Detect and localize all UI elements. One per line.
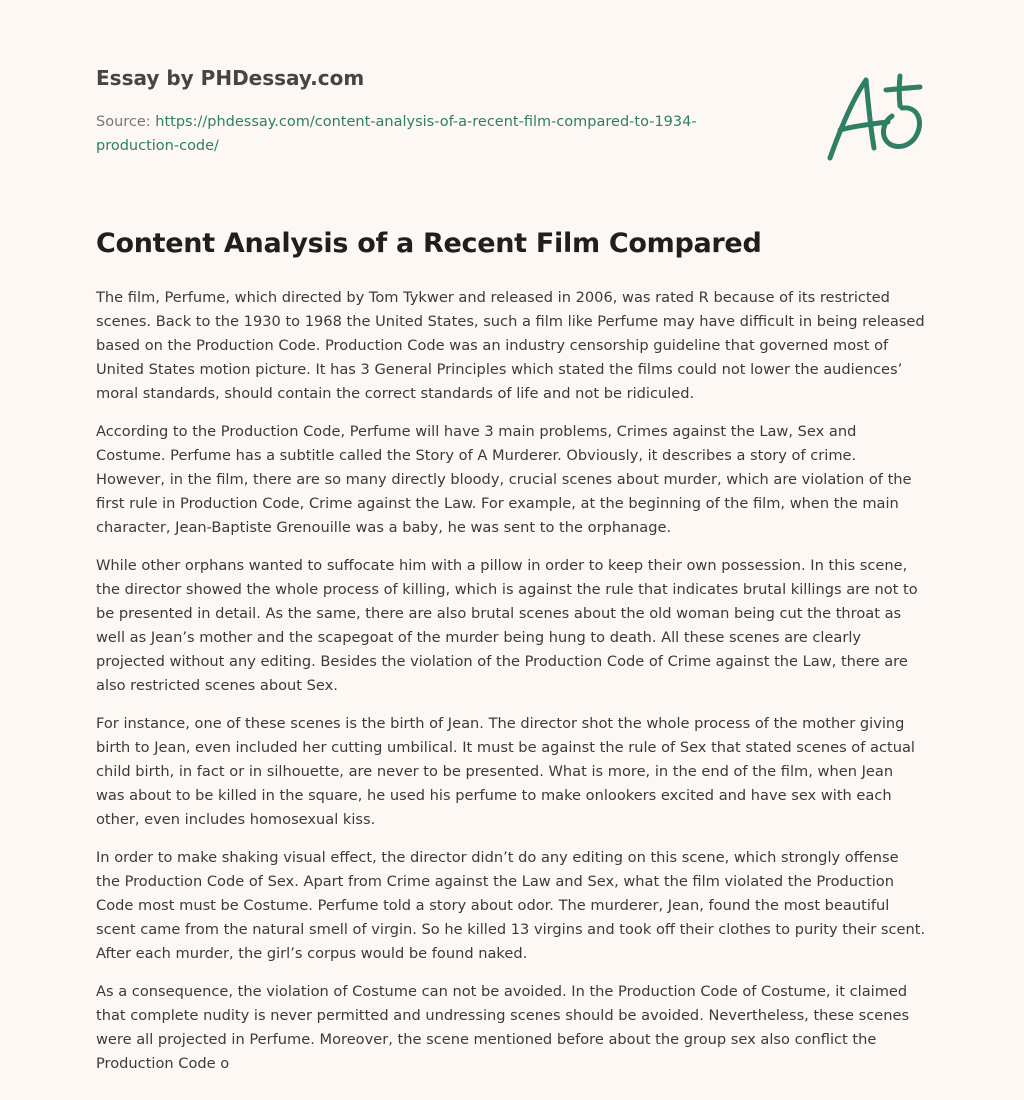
essay-paragraph: According to the Production Code, Perfume will have 3 main problems, Crimes against the Law, Sex and Costume. Perfume has a subtitle called the Story of A Murderer. Obviously, it describes a story of crime. However, in the film, there are so many directly bloody, crucial scenes about murder, which are violation of the first rule in Production Code, Crime against the Law. For example, at the beginning of the film, when the main character, Jean-Baptiste Grenouille was a baby, he was sent to the orphanage.: [96, 423, 912, 536]
source-link[interactable]: https://phdessay.com/content-analysis-of-a-recent-film-compared-to-1934-production-code/: [96, 114, 697, 154]
a-plus-icon: [822, 70, 928, 162]
page-header: [96, 64, 756, 158]
source-label: Source:: [96, 114, 156, 130]
essay-paragraph: While other orphans wanted to suffocate him with a pillow in order to keep their own possession. In this scene, the director showed the whole process of killing, which is against the rule that indicates brutal killings are not to be presented in detail. As the same, there are also brutal scenes about the old woman being cut the throat as well as Jean’s mother and the scapegoat of the murder being hung to death. All these scenes are clearly projected without any editing. Besides the violation of the Production Code of Crime against the Law, there are also restricted scenes about Sex.: [96, 557, 918, 694]
essay-paragraph: The film, Perfume, which directed by Tom Tykwer and released in 2006, was rated R because of its restricted scenes. Back to the 1930 to 1968 the United States, such a film like Perfume may have difficult in being released based on the Production Code. Production Code was an industry censorship guideline that governed most of United States motion picture. It has 3 General Principles which stated the films could not lower the audiences’ moral standards, should contain the correct standards of life and not be ridiculed.: [96, 289, 925, 402]
essay-title: Content Analysis of a Recent Film Compared: [96, 228, 762, 259]
source-line: [96, 110, 756, 158]
essay-paragraph: As a consequence, the violation of Costume can not be avoided. In the Production Code of Costume, it claimed that complete nudity is never permitted and undressing scenes should be avoided. Nevertheless, these scenes were all projected in Perfume. Moreover, the scene mentioned before about the group sex also conflict the Production Code o: [96, 983, 910, 1072]
essay-paragraph: In order to make shaking visual effect, the director didn’t do any editing on this scene, which strongly offense the Production Code of Sex. Apart from Crime against the Law and Sex, what the film violated the Production Code most must be Costume. Perfume told a story about odor. The murderer, Jean, found the most beautiful scent came from the natural smell of virgin. So he killed 13 virgins and took off their clothes to purity their scent. After each murder, the girl’s corpus would be found naked.: [96, 849, 926, 962]
essay-body: [96, 286, 926, 1090]
essay-paragraph: For instance, one of these scenes is the birth of Jean. The director shot the whole process of the mother giving birth to Jean, even included her cutting umbilical. It must be against the rule of Sex that stated scenes of actual child birth, in fact or in silhouette, are never to be presented. What is more, in the end of the film, when Jean was about to be killed in the square, he used his perfume to make onlookers excited and have sex with each other, even includes homosexual kiss.: [96, 715, 915, 828]
site-brand: Essay by PHDessay.com: [96, 66, 365, 90]
